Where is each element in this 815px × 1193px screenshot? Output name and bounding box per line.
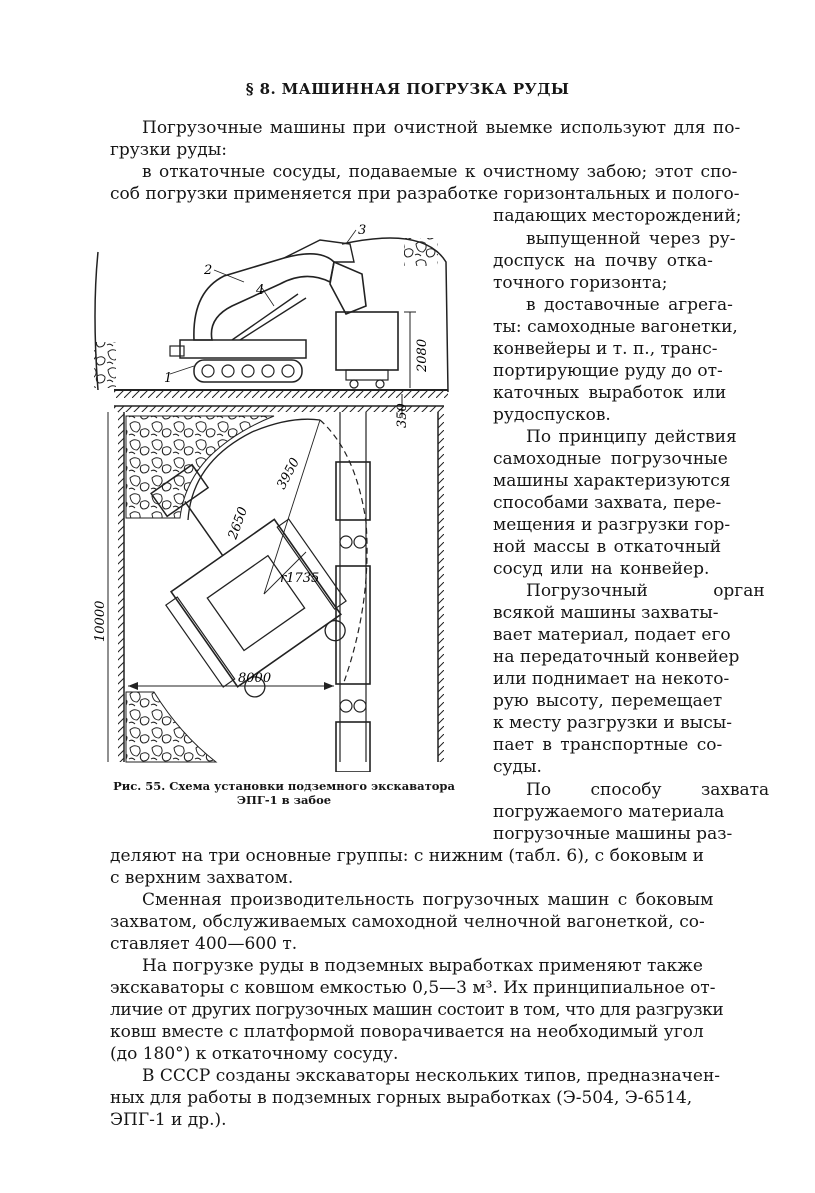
text-line: экскаваторы с ковшом емкостью 0,5—3 м³. Их принципиальное от- bbox=[110, 978, 716, 998]
column-line: падающих месторождений; bbox=[493, 206, 742, 226]
text-line: с верхним захватом. bbox=[110, 868, 294, 888]
label-1: 1 bbox=[164, 371, 173, 386]
column-line: рудоспусков. bbox=[493, 405, 611, 425]
column-line: сосуд или на конвейер. bbox=[493, 559, 710, 579]
section-heading: § 8. МАШИННАЯ ПОГРУЗКА РУДЫ bbox=[245, 80, 570, 98]
column-line: Погрузочный орган bbox=[526, 581, 765, 601]
text-line: На погрузке руды в подземных выработках применяют также bbox=[142, 956, 703, 976]
dimension-r1735: r1735 bbox=[280, 571, 320, 586]
column-line: каточных выработок или bbox=[493, 383, 727, 403]
text-line: ЭПГ-1 и др.). bbox=[110, 1110, 227, 1130]
column-line: доспуск на почву отка- bbox=[493, 251, 713, 271]
text-line: В СССР созданы экскаваторы нескольких типов, предназначен- bbox=[142, 1066, 721, 1086]
column-line: в доставочные агрега- bbox=[526, 295, 733, 315]
text-line: деляют на три основные группы: с нижним (табл. 6), с боковым и bbox=[110, 846, 704, 866]
column-line: пает в транспортные со- bbox=[493, 735, 723, 755]
elevation-view bbox=[94, 223, 448, 398]
column-line: на передаточный конвейер bbox=[493, 647, 740, 667]
text-line: захватом, обслуживаемых самоходной челночной вагонеткой, со- bbox=[110, 912, 705, 932]
column-line: самоходные погрузочные bbox=[493, 449, 728, 469]
plan-view bbox=[93, 394, 444, 772]
text-line: ковш вместе с платформой поворачивается на необходимый угол bbox=[110, 1022, 704, 1042]
text-line: Погрузочные машины при очистной выемке используют для по- bbox=[142, 118, 741, 138]
column-line: вает материал, подает его bbox=[493, 625, 731, 645]
column-line: или поднимает на некото- bbox=[493, 669, 730, 689]
text-line: грузки руды: bbox=[110, 140, 228, 160]
column-line: рую высоту, перемещает bbox=[493, 691, 723, 711]
dimension-10000: 10000 bbox=[93, 600, 108, 642]
column-line: конвейеры и т. п., транс- bbox=[493, 339, 718, 359]
excavator-diagram bbox=[84, 222, 484, 772]
text-line: в откаточные сосуды, подаваемые к очистному забою; этот спо- bbox=[142, 162, 738, 182]
column-line: ты: самоходные вагонетки, bbox=[493, 317, 738, 337]
column-line: портирующие руду до от- bbox=[493, 361, 723, 381]
column-line: погрузочные машины раз- bbox=[493, 824, 733, 844]
label-2: 2 bbox=[204, 263, 213, 278]
text-line: ных для работы в подземных горных выработках (Э-504, Э-6514, bbox=[110, 1088, 693, 1108]
column-line: погружаемого материала bbox=[493, 802, 725, 822]
dimension-3950: 3950 bbox=[274, 455, 304, 492]
dimension-8000: 8000 bbox=[238, 671, 272, 686]
column-line: ной массы в откаточный bbox=[493, 537, 722, 557]
dimension-2650: 2650 bbox=[225, 505, 252, 542]
column-line: По принципу действия bbox=[526, 427, 737, 447]
column-line: По способу захвата bbox=[526, 780, 770, 800]
column-line: точного горизонта; bbox=[493, 273, 668, 293]
figure-caption-line-2: ЭПГ-1 в забое bbox=[236, 793, 332, 807]
text-line: (до 180°) к откаточному сосуду. bbox=[110, 1044, 399, 1064]
text-line: Сменная производительность погрузочных машин с боковым bbox=[142, 890, 714, 910]
label-3: 3 bbox=[358, 223, 367, 238]
text-line: ставляет 400—600 т. bbox=[110, 934, 298, 954]
label-4: 4 bbox=[256, 283, 265, 298]
figure-caption-line-1: Рис. 55. Схема установки подземного экскаватора bbox=[113, 779, 455, 793]
text-line: соб погрузки применяется при разработке горизонтальных и полого- bbox=[110, 184, 740, 204]
column-line: к месту разгрузки и высы- bbox=[493, 713, 732, 733]
dimension-350: 350 bbox=[395, 403, 410, 428]
text-line: личие от других погрузочных машин состоит в том, что для разгрузки bbox=[110, 1000, 724, 1020]
column-line: суды. bbox=[493, 757, 542, 777]
column-line: машины характеризуются bbox=[493, 471, 731, 491]
dimension-2080: 2080 bbox=[415, 338, 430, 372]
column-line: мещения и разгрузки гор- bbox=[493, 515, 731, 535]
column-line: выпущенной через ру- bbox=[526, 229, 736, 249]
column-line: всякой машины захваты- bbox=[493, 603, 719, 623]
column-line: способами захвата, пере- bbox=[493, 493, 722, 513]
